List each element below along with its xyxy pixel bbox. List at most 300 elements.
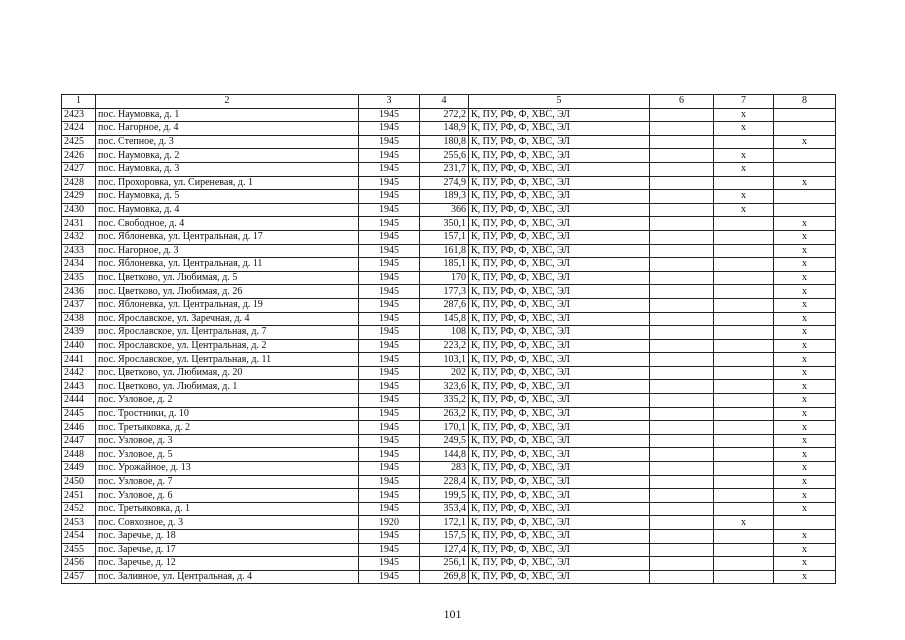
column-8-mark-cell <box>774 122 836 136</box>
column-7-mark-cell <box>714 407 774 421</box>
area-cell: 283 <box>420 462 469 476</box>
systems-cell: К, ПУ, РФ, Ф, ХВС, ЭЛ <box>469 421 650 435</box>
row-number-cell: 2447 <box>62 434 96 448</box>
address-cell: пос. Наумовка, д. 4 <box>96 203 359 217</box>
address-cell: пос. Узловое, д. 7 <box>96 475 359 489</box>
area-cell: 366 <box>420 203 469 217</box>
address-cell: пос. Ярославское, ул. Центральная, д. 7 <box>96 326 359 340</box>
column-8-mark-cell: x <box>774 570 836 584</box>
column-6-cell <box>650 421 714 435</box>
year-cell: 1945 <box>359 434 420 448</box>
area-cell: 157,5 <box>420 530 469 544</box>
column-6-cell <box>650 122 714 136</box>
column-6-cell <box>650 190 714 204</box>
page-number: 101 <box>443 607 462 621</box>
row-number-cell: 2431 <box>62 217 96 231</box>
area-cell: 231,7 <box>420 162 469 176</box>
systems-cell: К, ПУ, РФ, Ф, ХВС, ЭЛ <box>469 366 650 380</box>
row-number-cell: 2439 <box>62 326 96 340</box>
column-7-mark-cell <box>714 244 774 258</box>
table-row <box>62 434 836 448</box>
systems-cell: К, ПУ, РФ, Ф, ХВС, ЭЛ <box>469 475 650 489</box>
column-6-cell <box>650 176 714 190</box>
year-cell: 1945 <box>359 543 420 557</box>
table-row <box>62 244 836 258</box>
year-cell: 1945 <box>359 298 420 312</box>
column-6-cell <box>650 312 714 326</box>
column-8-mark-cell: x <box>774 421 836 435</box>
table-row <box>62 162 836 176</box>
row-number-cell: 2437 <box>62 298 96 312</box>
column-6-cell <box>650 217 714 231</box>
year-cell: 1945 <box>359 108 420 122</box>
year-cell: 1945 <box>359 489 420 503</box>
address-cell: пос. Заречье, д. 12 <box>96 557 359 571</box>
systems-cell: К, ПУ, РФ, Ф, ХВС, ЭЛ <box>469 557 650 571</box>
column-8-mark-cell: x <box>774 312 836 326</box>
column-7-mark-cell <box>714 271 774 285</box>
systems-cell: К, ПУ, РФ, Ф, ХВС, ЭЛ <box>469 530 650 544</box>
column-6-cell <box>650 271 714 285</box>
year-cell: 1945 <box>359 394 420 408</box>
area-cell: 263,2 <box>420 407 469 421</box>
column-7-mark-cell: x <box>714 162 774 176</box>
column-8-mark-cell: x <box>774 285 836 299</box>
column-7-mark-cell: x <box>714 190 774 204</box>
systems-cell: К, ПУ, РФ, Ф, ХВС, ЭЛ <box>469 570 650 584</box>
year-cell: 1945 <box>359 530 420 544</box>
systems-cell: К, ПУ, РФ, Ф, ХВС, ЭЛ <box>469 489 650 503</box>
column-8-mark-cell: x <box>774 271 836 285</box>
row-number-cell: 2434 <box>62 258 96 272</box>
column-6-cell <box>650 475 714 489</box>
column-8-mark-cell: x <box>774 298 836 312</box>
area-cell: 185,1 <box>420 258 469 272</box>
address-cell: пос. Степное, д. 3 <box>96 135 359 149</box>
column-8-mark-cell: x <box>774 326 836 340</box>
column-8-mark-cell <box>774 108 836 122</box>
column-6-cell <box>650 502 714 516</box>
housing-register-table <box>61 94 836 584</box>
table-row <box>62 298 836 312</box>
year-cell: 1920 <box>359 516 420 530</box>
row-number-cell: 2443 <box>62 380 96 394</box>
systems-cell: К, ПУ, РФ, Ф, ХВС, ЭЛ <box>469 190 650 204</box>
column-6-cell <box>650 108 714 122</box>
column-7-mark-cell <box>714 448 774 462</box>
column-6-cell <box>650 258 714 272</box>
row-number-cell: 2444 <box>62 394 96 408</box>
column-7-mark-cell: x <box>714 516 774 530</box>
systems-cell: К, ПУ, РФ, Ф, ХВС, ЭЛ <box>469 448 650 462</box>
area-cell: 223,2 <box>420 339 469 353</box>
row-number-cell: 2435 <box>62 271 96 285</box>
table-row <box>62 475 836 489</box>
row-number-cell: 2429 <box>62 190 96 204</box>
year-cell: 1945 <box>359 353 420 367</box>
address-cell: пос. Узловое, д. 2 <box>96 394 359 408</box>
column-7-mark-cell <box>714 570 774 584</box>
systems-cell: К, ПУ, РФ, Ф, ХВС, ЭЛ <box>469 502 650 516</box>
column-7-mark-cell: x <box>714 149 774 163</box>
column-7-mark-cell <box>714 502 774 516</box>
column-6-cell <box>650 543 714 557</box>
column-8-mark-cell: x <box>774 135 836 149</box>
column-7-mark-cell <box>714 557 774 571</box>
systems-cell: К, ПУ, РФ, Ф, ХВС, ЭЛ <box>469 149 650 163</box>
area-cell: 199,5 <box>420 489 469 503</box>
address-cell: пос. Яблоневка, ул. Центральная, д. 19 <box>96 298 359 312</box>
systems-cell: К, ПУ, РФ, Ф, ХВС, ЭЛ <box>469 326 650 340</box>
area-cell: 180,8 <box>420 135 469 149</box>
table-row <box>62 285 836 299</box>
systems-cell: К, ПУ, РФ, Ф, ХВС, ЭЛ <box>469 462 650 476</box>
area-cell: 177,3 <box>420 285 469 299</box>
systems-cell: К, ПУ, РФ, Ф, ХВС, ЭЛ <box>469 176 650 190</box>
column-header-7: 7 <box>714 95 774 109</box>
table-row <box>62 407 836 421</box>
table-row <box>62 570 836 584</box>
table-row <box>62 421 836 435</box>
table-row <box>62 543 836 557</box>
column-6-cell <box>650 530 714 544</box>
column-7-mark-cell <box>714 326 774 340</box>
systems-cell: К, ПУ, РФ, Ф, ХВС, ЭЛ <box>469 108 650 122</box>
address-cell: пос. Наумовка, д. 3 <box>96 162 359 176</box>
column-7-mark-cell <box>714 421 774 435</box>
area-cell: 127,4 <box>420 543 469 557</box>
column-8-mark-cell: x <box>774 339 836 353</box>
year-cell: 1945 <box>359 380 420 394</box>
area-cell: 287,6 <box>420 298 469 312</box>
table-row <box>62 258 836 272</box>
column-header-1: 1 <box>62 95 96 109</box>
column-7-mark-cell <box>714 339 774 353</box>
row-number-cell: 2446 <box>62 421 96 435</box>
column-7-mark-cell <box>714 530 774 544</box>
area-cell: 170 <box>420 271 469 285</box>
address-cell: пос. Цветково, ул. Любимая, д. 1 <box>96 380 359 394</box>
year-cell: 1945 <box>359 203 420 217</box>
column-7-mark-cell <box>714 366 774 380</box>
column-8-mark-cell: x <box>774 475 836 489</box>
column-6-cell <box>650 149 714 163</box>
column-7-mark-cell <box>714 475 774 489</box>
column-6-cell <box>650 380 714 394</box>
column-6-cell <box>650 285 714 299</box>
column-7-mark-cell <box>714 285 774 299</box>
year-cell: 1945 <box>359 190 420 204</box>
column-7-mark-cell <box>714 434 774 448</box>
year-cell: 1945 <box>359 258 420 272</box>
address-cell: пос. Узловое, д. 6 <box>96 489 359 503</box>
address-cell: пос. Наумовка, д. 2 <box>96 149 359 163</box>
systems-cell: К, ПУ, РФ, Ф, ХВС, ЭЛ <box>469 162 650 176</box>
table-row <box>62 339 836 353</box>
table-row <box>62 366 836 380</box>
systems-cell: К, ПУ, РФ, Ф, ХВС, ЭЛ <box>469 271 650 285</box>
column-7-mark-cell <box>714 394 774 408</box>
address-cell: пос. Прохоровка, ул. Сиреневая, д. 1 <box>96 176 359 190</box>
column-7-mark-cell <box>714 380 774 394</box>
systems-cell: К, ПУ, РФ, Ф, ХВС, ЭЛ <box>469 244 650 258</box>
column-6-cell <box>650 339 714 353</box>
column-7-mark-cell <box>714 298 774 312</box>
year-cell: 1945 <box>359 421 420 435</box>
area-cell: 274,9 <box>420 176 469 190</box>
column-8-mark-cell: x <box>774 230 836 244</box>
column-header-3: 3 <box>359 95 420 109</box>
row-number-cell: 2424 <box>62 122 96 136</box>
address-cell: пос. Свободное, д. 4 <box>96 217 359 231</box>
column-8-mark-cell: x <box>774 394 836 408</box>
column-8-mark-cell: x <box>774 530 836 544</box>
area-cell: 144,8 <box>420 448 469 462</box>
row-number-cell: 2450 <box>62 475 96 489</box>
row-number-cell: 2456 <box>62 557 96 571</box>
column-8-mark-cell: x <box>774 489 836 503</box>
address-cell: пос. Заречье, д. 18 <box>96 530 359 544</box>
systems-cell: К, ПУ, РФ, Ф, ХВС, ЭЛ <box>469 285 650 299</box>
year-cell: 1945 <box>359 271 420 285</box>
column-6-cell <box>650 203 714 217</box>
area-cell: 256,1 <box>420 557 469 571</box>
year-cell: 1945 <box>359 217 420 231</box>
row-number-cell: 2432 <box>62 230 96 244</box>
year-cell: 1945 <box>359 122 420 136</box>
area-cell: 189,3 <box>420 190 469 204</box>
row-number-cell: 2449 <box>62 462 96 476</box>
table-row <box>62 108 836 122</box>
table-row <box>62 353 836 367</box>
column-7-mark-cell <box>714 353 774 367</box>
column-8-mark-cell: x <box>774 380 836 394</box>
column-6-cell <box>650 516 714 530</box>
row-number-cell: 2430 <box>62 203 96 217</box>
area-cell: 249,5 <box>420 434 469 448</box>
column-7-mark-cell <box>714 462 774 476</box>
column-6-cell <box>650 366 714 380</box>
column-8-mark-cell <box>774 203 836 217</box>
systems-cell: К, ПУ, РФ, Ф, ХВС, ЭЛ <box>469 135 650 149</box>
systems-cell: К, ПУ, РФ, Ф, ХВС, ЭЛ <box>469 217 650 231</box>
row-number-cell: 2453 <box>62 516 96 530</box>
row-number-cell: 2440 <box>62 339 96 353</box>
area-cell: 148,9 <box>420 122 469 136</box>
column-8-mark-cell: x <box>774 217 836 231</box>
row-number-cell: 2442 <box>62 366 96 380</box>
area-cell: 323,6 <box>420 380 469 394</box>
column-header-8: 8 <box>774 95 836 109</box>
area-cell: 103,1 <box>420 353 469 367</box>
column-6-cell <box>650 353 714 367</box>
address-cell: пос. Совхозное, д. 3 <box>96 516 359 530</box>
address-cell: пос. Узловое, д. 5 <box>96 448 359 462</box>
area-cell: 228,4 <box>420 475 469 489</box>
systems-cell: К, ПУ, РФ, Ф, ХВС, ЭЛ <box>469 516 650 530</box>
column-header-4: 4 <box>420 95 469 109</box>
year-cell: 1945 <box>359 462 420 476</box>
systems-cell: К, ПУ, РФ, Ф, ХВС, ЭЛ <box>469 407 650 421</box>
systems-cell: К, ПУ, РФ, Ф, ХВС, ЭЛ <box>469 122 650 136</box>
column-8-mark-cell <box>774 516 836 530</box>
column-6-cell <box>650 407 714 421</box>
area-cell: 172,1 <box>420 516 469 530</box>
column-8-mark-cell <box>774 162 836 176</box>
systems-cell: К, ПУ, РФ, Ф, ХВС, ЭЛ <box>469 339 650 353</box>
table-row <box>62 135 836 149</box>
table-body <box>62 95 836 584</box>
systems-cell: К, ПУ, РФ, Ф, ХВС, ЭЛ <box>469 298 650 312</box>
address-cell: пос. Тростники, д. 10 <box>96 407 359 421</box>
column-8-mark-cell: x <box>774 407 836 421</box>
table-row <box>62 190 836 204</box>
systems-cell: К, ПУ, РФ, Ф, ХВС, ЭЛ <box>469 543 650 557</box>
row-number-cell: 2436 <box>62 285 96 299</box>
area-cell: 269,8 <box>420 570 469 584</box>
table-header-row <box>62 95 836 109</box>
column-6-cell <box>650 462 714 476</box>
year-cell: 1945 <box>359 326 420 340</box>
area-cell: 170,1 <box>420 421 469 435</box>
column-6-cell <box>650 326 714 340</box>
row-number-cell: 2428 <box>62 176 96 190</box>
area-cell: 272,2 <box>420 108 469 122</box>
table-row <box>62 557 836 571</box>
address-cell: пос. Ярославское, ул. Заречная, д. 4 <box>96 312 359 326</box>
column-7-mark-cell <box>714 258 774 272</box>
year-cell: 1945 <box>359 135 420 149</box>
row-number-cell: 2427 <box>62 162 96 176</box>
row-number-cell: 2441 <box>62 353 96 367</box>
address-cell: пос. Третьяковка, д. 1 <box>96 502 359 516</box>
column-8-mark-cell: x <box>774 434 836 448</box>
column-8-mark-cell <box>774 190 836 204</box>
area-cell: 202 <box>420 366 469 380</box>
row-number-cell: 2433 <box>62 244 96 258</box>
column-7-mark-cell <box>714 135 774 149</box>
row-number-cell: 2445 <box>62 407 96 421</box>
area-cell: 145,8 <box>420 312 469 326</box>
table-row <box>62 489 836 503</box>
address-cell: пос. Нагорное, д. 4 <box>96 122 359 136</box>
systems-cell: К, ПУ, РФ, Ф, ХВС, ЭЛ <box>469 380 650 394</box>
column-6-cell <box>650 394 714 408</box>
area-cell: 353,4 <box>420 502 469 516</box>
column-6-cell <box>650 448 714 462</box>
column-8-mark-cell: x <box>774 557 836 571</box>
address-cell: пос. Третьяковка, д. 2 <box>96 421 359 435</box>
table-row <box>62 326 836 340</box>
row-number-cell: 2426 <box>62 149 96 163</box>
row-number-cell: 2438 <box>62 312 96 326</box>
table-row <box>62 502 836 516</box>
table-row <box>62 380 836 394</box>
address-cell: пос. Цветково, ул. Любимая, д. 26 <box>96 285 359 299</box>
column-6-cell <box>650 489 714 503</box>
table-row <box>62 448 836 462</box>
address-cell: пос. Узловое, д. 3 <box>96 434 359 448</box>
table-row <box>62 394 836 408</box>
column-8-mark-cell: x <box>774 258 836 272</box>
column-6-cell <box>650 135 714 149</box>
area-cell: 157,1 <box>420 230 469 244</box>
year-cell: 1945 <box>359 285 420 299</box>
row-number-cell: 2423 <box>62 108 96 122</box>
column-header-5: 5 <box>469 95 650 109</box>
column-7-mark-cell: x <box>714 108 774 122</box>
column-6-cell <box>650 557 714 571</box>
column-8-mark-cell: x <box>774 543 836 557</box>
row-number-cell: 2425 <box>62 135 96 149</box>
address-cell: пос. Ярославское, ул. Центральная, д. 2 <box>96 339 359 353</box>
systems-cell: К, ПУ, РФ, Ф, ХВС, ЭЛ <box>469 203 650 217</box>
column-6-cell <box>650 570 714 584</box>
systems-cell: К, ПУ, РФ, Ф, ХВС, ЭЛ <box>469 312 650 326</box>
table-row <box>62 312 836 326</box>
address-cell: пос. Наумовка, д. 1 <box>96 108 359 122</box>
year-cell: 1945 <box>359 407 420 421</box>
area-cell: 255,6 <box>420 149 469 163</box>
address-cell: пос. Ярославское, ул. Центральная, д. 11 <box>96 353 359 367</box>
systems-cell: К, ПУ, РФ, Ф, ХВС, ЭЛ <box>469 353 650 367</box>
column-7-mark-cell <box>714 176 774 190</box>
year-cell: 1945 <box>359 176 420 190</box>
address-cell: пос. Цветково, ул. Любимая, д. 5 <box>96 271 359 285</box>
area-cell: 335,2 <box>420 394 469 408</box>
column-8-mark-cell <box>774 149 836 163</box>
area-cell: 350,1 <box>420 217 469 231</box>
column-8-mark-cell: x <box>774 176 836 190</box>
address-cell: пос. Яблоневка, ул. Центральная, д. 17 <box>96 230 359 244</box>
year-cell: 1945 <box>359 312 420 326</box>
column-8-mark-cell: x <box>774 502 836 516</box>
table-row <box>62 462 836 476</box>
year-cell: 1945 <box>359 570 420 584</box>
column-7-mark-cell <box>714 543 774 557</box>
column-7-mark-cell: x <box>714 203 774 217</box>
column-8-mark-cell: x <box>774 244 836 258</box>
address-cell: пос. Заливное, ул. Центральная, д. 4 <box>96 570 359 584</box>
table-row <box>62 530 836 544</box>
address-cell: пос. Урожайное, д. 13 <box>96 462 359 476</box>
table-row <box>62 271 836 285</box>
column-7-mark-cell <box>714 312 774 326</box>
column-6-cell <box>650 434 714 448</box>
table-row <box>62 149 836 163</box>
row-number-cell: 2457 <box>62 570 96 584</box>
column-8-mark-cell: x <box>774 353 836 367</box>
year-cell: 1945 <box>359 366 420 380</box>
year-cell: 1945 <box>359 475 420 489</box>
column-7-mark-cell <box>714 489 774 503</box>
table-row <box>62 217 836 231</box>
area-cell: 108 <box>420 326 469 340</box>
year-cell: 1945 <box>359 557 420 571</box>
row-number-cell: 2451 <box>62 489 96 503</box>
address-cell: пос. Нагорное, д. 3 <box>96 244 359 258</box>
column-7-mark-cell <box>714 230 774 244</box>
column-8-mark-cell: x <box>774 448 836 462</box>
year-cell: 1945 <box>359 244 420 258</box>
address-cell: пос. Цветково, ул. Любимая, д. 20 <box>96 366 359 380</box>
table-row <box>62 176 836 190</box>
address-cell: пос. Заречье, д. 17 <box>96 543 359 557</box>
address-cell: пос. Наумовка, д. 5 <box>96 190 359 204</box>
table-row <box>62 516 836 530</box>
systems-cell: К, ПУ, РФ, Ф, ХВС, ЭЛ <box>469 258 650 272</box>
column-8-mark-cell: x <box>774 462 836 476</box>
